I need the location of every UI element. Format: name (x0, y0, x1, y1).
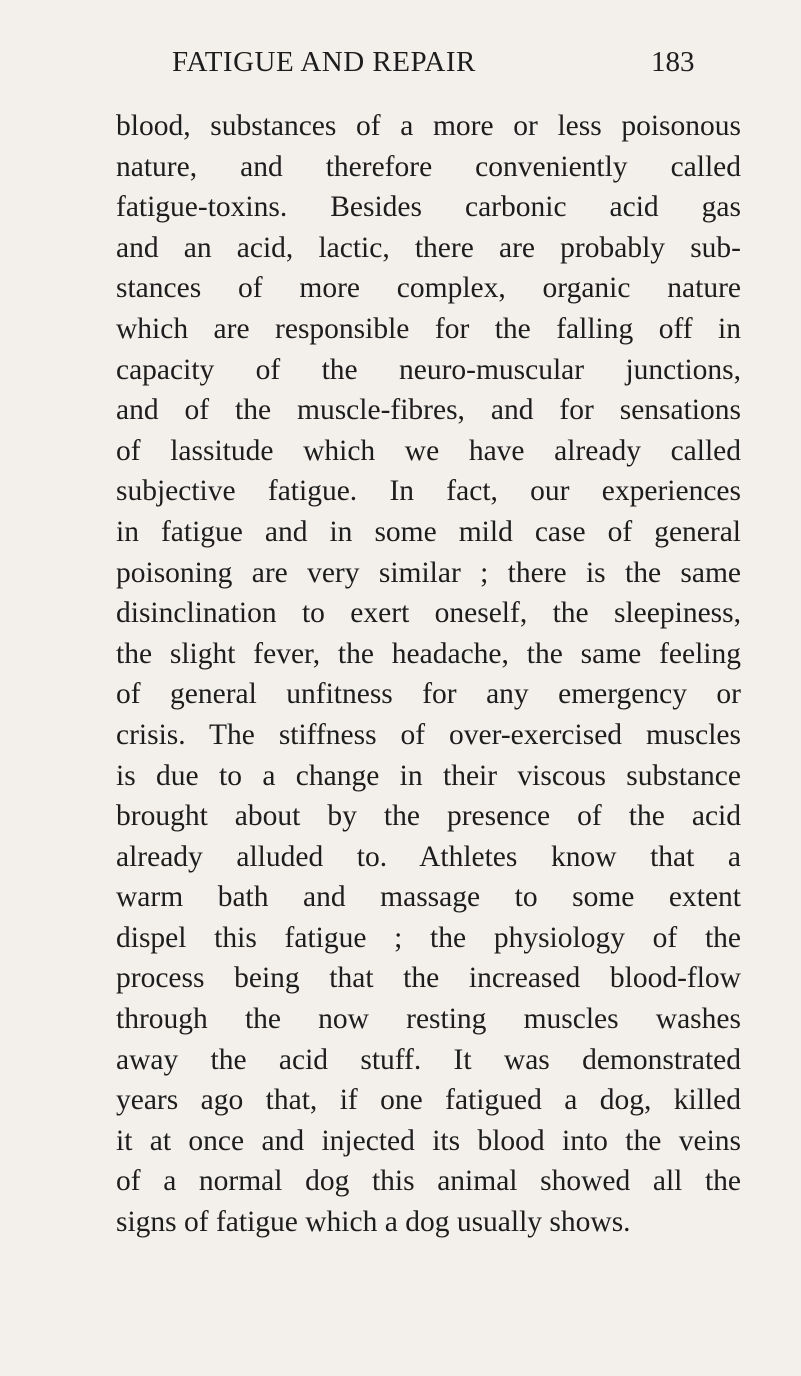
text-line: crisis. The stiffness of over-exercised muscles (116, 718, 741, 751)
page-number: 183 (651, 46, 695, 78)
text-line: warm bath and massage to some extent (116, 881, 741, 914)
text-line: dispel this fatigue ; the physiology of the (116, 921, 741, 954)
body-paragraph (116, 106, 741, 1243)
text-line: capacity of the neuro-muscular junctions, (116, 353, 741, 386)
text-line: it at once and injected its blood into the veins (116, 1124, 741, 1157)
text-line: is due to a change in their viscous substance (116, 759, 741, 792)
text-line: subjective fatigue. In fact, our experiences (116, 475, 741, 508)
text-line: disinclination to exert oneself, the sleepiness, (116, 597, 741, 630)
text-line: process being that the increased blood-flow (116, 962, 741, 995)
text-line: of lassitude which we have already called (116, 434, 741, 467)
text-line: stances of more complex, organic nature (116, 272, 741, 305)
text-line: already alluded to. Athletes know that a (116, 840, 741, 873)
text-line: blood, substances of a more or less poisonous (116, 110, 741, 142)
text-line: through the now resting muscles washes (116, 1003, 741, 1036)
running-head (0, 42, 801, 82)
text-line: and an acid, lactic, there are probably sub- (116, 231, 741, 264)
text-line: poisoning are very similar ; there is the same (116, 556, 741, 589)
text-line: of general unfitness for any emergency or (116, 678, 741, 711)
text-line: which are responsible for the falling off in (116, 312, 741, 345)
text-line: in fatigue and in some mild case of general (116, 515, 741, 548)
text-line: nature, and therefore conveniently called (116, 150, 741, 183)
text-line: years ago that, if one fatigued a dog, killed (116, 1084, 741, 1117)
text-line: and of the muscle-fibres, and for sensations (116, 394, 741, 427)
text-line: of a normal dog this animal showed all the (116, 1165, 741, 1198)
text-line: fatigue-toxins. Besides carbonic acid gas (116, 191, 741, 224)
text-line: brought about by the presence of the acid (116, 800, 741, 833)
text-line: signs of fatigue which a dog usually shows. (116, 1206, 631, 1239)
text-line: the slight fever, the headache, the same feeling (116, 637, 741, 670)
running-head-title: FATIGUE AND REPAIR (172, 46, 476, 78)
text-line: away the acid stuff. It was demonstrated (116, 1043, 741, 1076)
